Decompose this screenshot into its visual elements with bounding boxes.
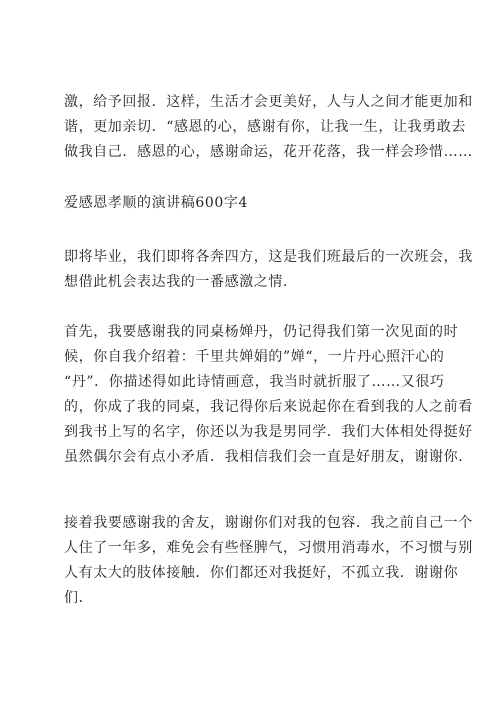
text-line: 虽然偶尔会有点小矛盾．我相信我们会一直是好朋友，谢谢你． — [64, 449, 473, 465]
text-line: 接着我要感谢我的舍友，谢谢你们对我的包容．我之前自己一个 — [64, 515, 473, 531]
paragraph-intro — [64, 245, 473, 295]
paragraph-deskmate — [64, 320, 473, 470]
text-line: 做我自己．感恩的心，感谢命运，花开花落，我一样会珍惜…… — [64, 144, 473, 160]
heading-text: 爱感恩孝顺的演讲稿600字4 — [64, 195, 249, 211]
paragraph-roommates — [64, 511, 473, 611]
text-line: 们． — [64, 590, 94, 606]
text-line: 谐，更加亲切．“感恩的心，感谢有你，让我一生，让我勇敢去 — [64, 119, 466, 135]
text-line: 人有太大的肢体接触．你们都还对我挺好，不孤立我．谢谢你 — [64, 565, 459, 581]
text-line: 激，给予回报．这样，生活才会更美好，人与人之间才能更加和 — [64, 94, 473, 110]
text-line: 候，你自我介绍着：千里共婵娟的”婵“，一片丹心照汗心的 — [64, 349, 445, 365]
text-line: 首先，我要感谢我的同桌杨婵丹，仍记得我们第一次见面的时 — [64, 324, 459, 340]
paragraph-gratitude-closing — [64, 90, 473, 165]
text-line: 的，你成了我的同桌，我记得你后来说起你在看到我的人之前看 — [64, 399, 473, 415]
text-line: 想借此机会表达我的一番感激之情． — [64, 274, 298, 290]
text-line: 人住了一年多，难免会有些怪脾气，习惯用消毒水，不习惯与别 — [64, 540, 473, 556]
text-line: 到我书上写的名字，你还以为我是男同学．我们大体相处得挺好 — [64, 424, 473, 440]
text-line: 即将毕业，我们即将各奔四方，这是我们班最后的一次班会，我 — [64, 249, 473, 265]
section-heading — [64, 191, 444, 216]
text-line: “丹”．你描述得如此诗情画意，我当时就折服了……又很巧 — [64, 374, 445, 390]
